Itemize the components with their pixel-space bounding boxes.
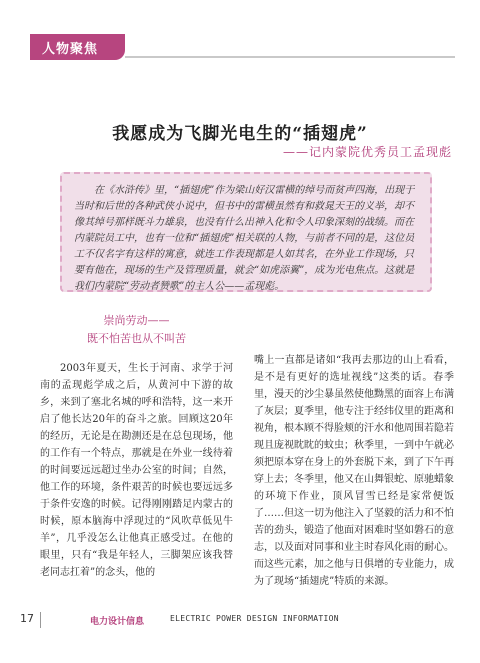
left-column: [40, 312, 233, 581]
right-body-text: 嘴上一直都是诸如“我再去那边的山上看看，是不是有更好的选址视线”这类的话。春季里，漫天的沙尘暴虽然使他黝黑的面容上布满了灰层；夏季里，他专注于经纬仪里的距离和视角，根本顾不得脸颊的汗水和他周围若隐若现且庞视眈眈的蚊虫；秋季里，一到中午就必须把原本穿在身上的外套脱下来，到了下午再穿上去；冬季里，他又在山舞银蛇、原驰蜡象的环境下作业，顶风冒雪已经是家常便饭了……但这一切为他注入了坚毅的活力和不怕苦的劲头，锻造了他面对困难时坚如磐石的意志，以及面对同事和业主时春风化雨的耐心。而这些元素，加之他与日俱增的专业能力，成为了现场“插翅虎”特质的来源。: [254, 355, 454, 587]
footer-english-name: ELECTRIC POWER DESIGN INFORMATION: [170, 614, 339, 623]
footer-magazine-name: 电力设计信息: [90, 617, 145, 627]
left-body-text: 2003年夏天，生长于河南、求学于河南的孟现彪学成之后，从黄河中下游的故乡，来到了塞北名城的呼和浩特，这一来开启了他长达20年的奋斗之旅。回顾这20年的经历，无论是在勘测还是在总包现场，他的工作有一个特点，那就是在外业一线待着的时间要远远超过坐办公室的时间；自然，他工作的环境，条件艰苦的时候也要远远多于条件安逸的时候。记得刚刚踏足内蒙古的时候，原本脑海中浮现过的“风吹草低见牛羊”，几乎没怎么让他真正感受过。在他的眼里，只有“我是年轻人，三脚架应该我替老同志扛着”的念头，他的: [40, 363, 233, 578]
section-heading-line-2: 既不怕苦也从不叫苦: [87, 332, 186, 345]
header-rule: [125, 56, 455, 58]
section-label: 人物聚焦: [42, 42, 99, 57]
section-heading-line-1: 崇尚劳动——: [103, 314, 170, 327]
intro-box: [60, 172, 432, 292]
article-title: 我愿成为飞脚光电生的“插翅虎”: [112, 124, 368, 144]
section-tab: [30, 34, 125, 60]
intro-text: 在《水浒传》里，“插翅虎”作为梁山好汉雷横的绰号而贫声四海，出现于当时和后世的各种武侠小说中，但书中的雷横虽然有和救晁天王的义举，却不像其绰号那样既斗力雄泉，也没有什么出神入化和令人印象深刻的战绩。而在内蒙院员工中，也有一位和“插翅虎”相关联的人物，与前者不同的是，这位员工不仅名字有这样的寓意，就连工作表现都是人如其名，在外业工作现场，只要有他在，现场的生产及管理质量，就会“如虎添翼”，成为光电焦点。这就是我们内蒙院“劳动者赞歌”的主人公——孟现彪。: [74, 185, 415, 292]
footer-divider: [40, 612, 41, 628]
page-number: 17: [20, 612, 34, 625]
right-column: [254, 352, 454, 590]
article-subtitle: ——记内蒙院优秀员工孟现彪: [282, 145, 452, 159]
